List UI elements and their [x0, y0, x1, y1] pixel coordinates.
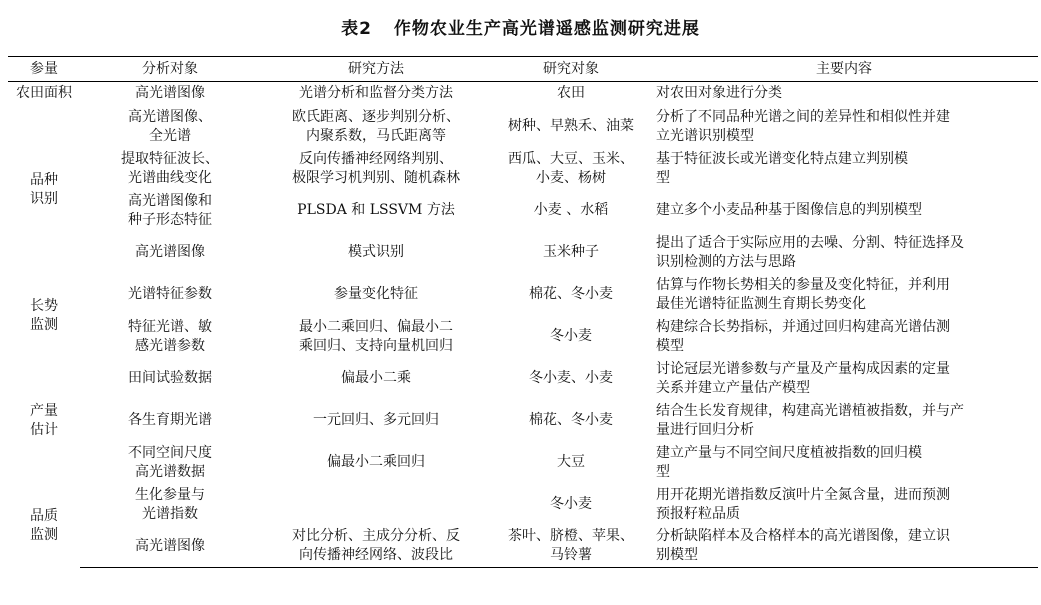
method-cell: PLSDA 和 LSSVM 方法: [297, 202, 455, 218]
param-cell: 产量 估计: [30, 402, 58, 438]
research-subject-cell: 棉花、冬小麦: [529, 286, 613, 302]
main-content-cell: 对农田对象进行分类: [656, 85, 782, 102]
method-cell: [260, 484, 492, 526]
header-main-content: 主要内容: [650, 57, 1038, 82]
table-row: [8, 358, 1038, 400]
table-row: [8, 106, 1038, 148]
research-subject-cell: 茶叶、脐橙、苹果、 马铃薯: [492, 526, 650, 568]
header-analysis-object: 分析对象: [80, 57, 260, 82]
table-row: [8, 190, 1038, 232]
table-row: [8, 526, 1038, 568]
table-row: [8, 442, 1038, 484]
header-research-subject: 研究对象: [492, 57, 650, 82]
main-content-cell: 估算与作物长势相关的参量及变化特征，并利用 最佳光谱特征监测生育期长势变化: [656, 276, 950, 312]
analysis-object-cell: 田间试验数据: [128, 370, 212, 386]
research-subject-cell: 农田: [557, 85, 585, 102]
main-content-cell: 讨论冠层光谱参数与产量及产量构成因素的定量 关系并建立产量估产模型: [656, 360, 950, 396]
table-row: [8, 316, 1038, 358]
header-param: 参量: [8, 57, 80, 82]
analysis-object-cell: 高光谱图像、 全光谱: [128, 108, 212, 144]
method-cell: 反向传播神经网络判别、 极限学习机判别、随机森林: [292, 150, 460, 186]
param-cell: 品质 监测: [30, 507, 58, 543]
research-subject-cell: 小麦 、水稻: [533, 202, 609, 218]
research-subject-cell: 大豆: [557, 454, 585, 470]
main-content-cell: 基于特征波长或光谱变化特点建立判别模 型: [656, 150, 908, 186]
param-cell: 品种 识别: [30, 171, 58, 207]
table-caption: [0, 14, 1041, 39]
main-content-cell: 分析了不同品种光谱之间的差异性和相似性并建 立光谱识别模型: [656, 108, 950, 144]
main-content-cell: 分析缺陷样本及合格样本的高光谱图像，建立识 别模型: [650, 526, 1038, 568]
research-subject-cell: 冬小麦、小麦: [529, 370, 613, 386]
main-content-cell: 结合生长发育规律，构建高光谱植被指数，并与产 量进行回归分析: [656, 402, 964, 438]
research-progress-table: [8, 56, 1038, 568]
analysis-object-cell: 生化参量与 光谱指数: [135, 486, 205, 522]
main-content-cell: 提出了适合于实际应用的去噪、分割、特征选择及 识别检测的方法与思路: [656, 234, 964, 270]
method-cell: 最小二乘回归、偏最小二 乘回归、支持向量机回归: [299, 318, 453, 354]
table-row: [8, 400, 1038, 442]
header-method: 研究方法: [260, 57, 492, 82]
param-cell: 长势 监测: [30, 297, 58, 333]
table-header-row: [8, 57, 1038, 82]
method-cell: 对比分析、主成分分析、反 向传播神经网络、波段比: [260, 526, 492, 568]
main-content-cell: 用开花期光谱指数反演叶片全氮含量，进而预测 预报籽粒品质: [656, 486, 950, 522]
research-subject-cell: 玉米种子: [543, 244, 599, 260]
table-row: [8, 484, 1038, 526]
table-row: [8, 148, 1038, 190]
table-row: [8, 274, 1038, 316]
method-cell: 一元回归、多元回归: [313, 412, 439, 428]
method-cell: 偏最小二乘: [341, 370, 411, 386]
analysis-object-cell: 高光谱图像: [80, 526, 260, 568]
main-content-cell: 建立产量与不同空间尺度植被指数的回归模 型: [656, 444, 922, 480]
method-cell: 参量变化特征: [334, 286, 418, 302]
research-subject-cell: 冬小麦: [550, 496, 592, 512]
research-subject-cell: 西瓜、大豆、玉米、 小麦、杨树: [508, 150, 634, 186]
research-subject-cell: 树种、早熟禾、油菜: [508, 118, 634, 134]
analysis-object-cell: 不同空间尺度 高光谱数据: [128, 444, 212, 480]
analysis-object-cell: 特征光谱、敏 感光谱参数: [128, 318, 212, 354]
method-cell: 欧氏距离、逐步判别分析、 内聚系数，马氏距离等: [292, 108, 460, 144]
table-row: [8, 232, 1038, 274]
param-cell: 农田面积: [16, 85, 72, 102]
research-subject-cell: 冬小麦: [550, 328, 592, 344]
analysis-object-cell: 提取特征波长、 光谱曲线变化: [121, 150, 219, 186]
method-cell: 偏最小二乘回归: [327, 454, 425, 470]
research-subject-cell: 棉花、冬小麦: [529, 412, 613, 428]
analysis-object-cell: 高光谱图像和 种子形态特征: [128, 192, 212, 228]
analysis-object-cell: 各生育期光谱: [128, 412, 212, 428]
analysis-object-cell: 光谱特征参数: [128, 286, 212, 302]
method-cell: 模式识别: [348, 244, 404, 260]
table-row: [8, 82, 1038, 106]
main-content-cell: 建立多个小麦品种基于图像信息的判别模型: [656, 202, 922, 218]
table-number: 表2: [341, 19, 372, 39]
table-title: 作物农业生产高光谱遥感监测研究进展: [393, 19, 700, 39]
analysis-object-cell: 高光谱图像: [135, 85, 205, 102]
method-cell: 光谱分析和监督分类方法: [299, 85, 453, 102]
main-content-cell: 构建综合长势指标，并通过回归构建高光谱估测 模型: [656, 318, 950, 354]
analysis-object-cell: 高光谱图像: [135, 244, 205, 260]
